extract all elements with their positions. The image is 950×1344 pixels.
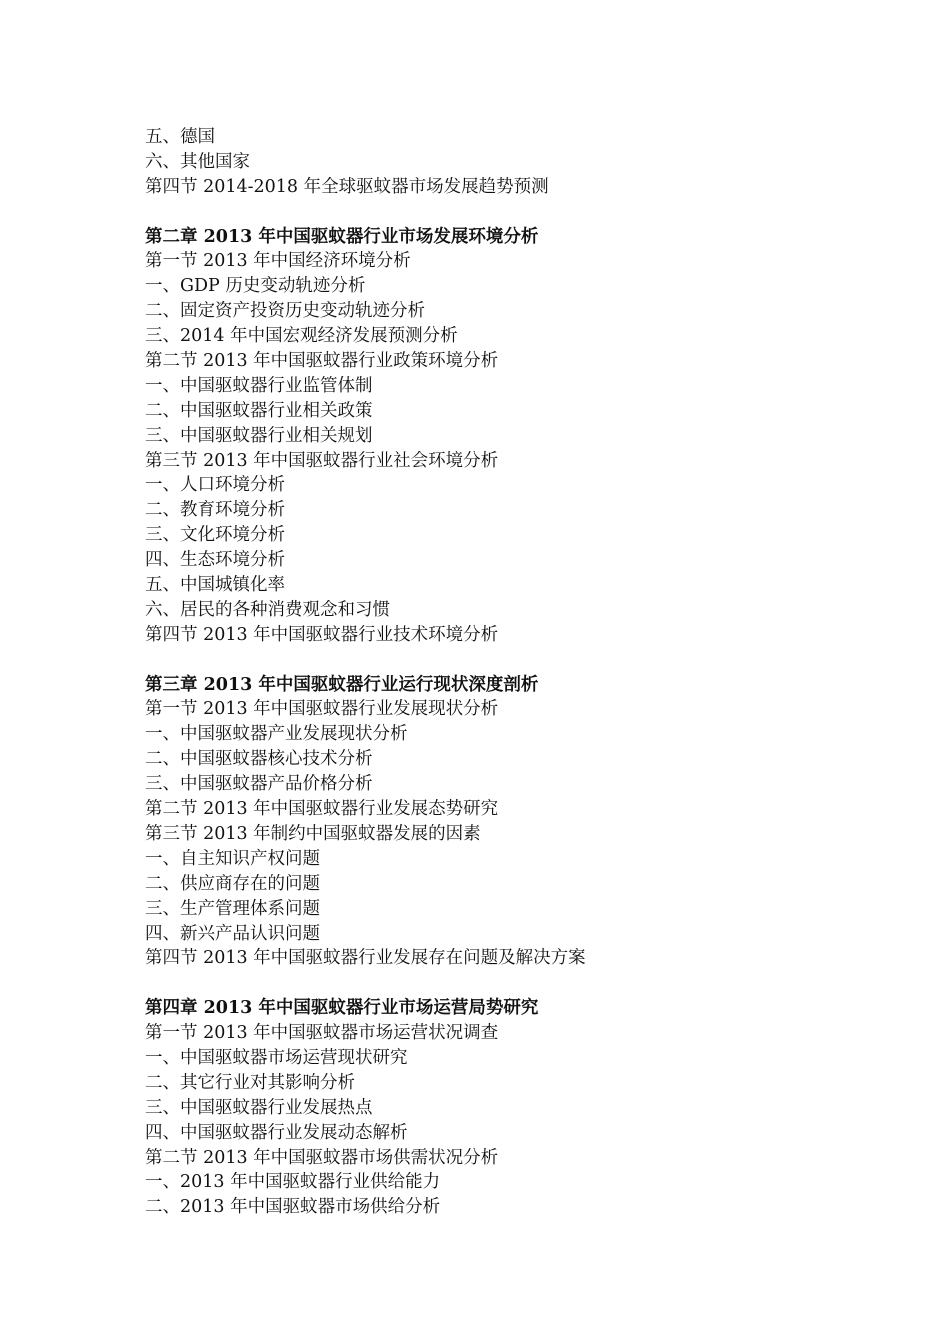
toc-section: 第一节 2013 年中国经济环境分析 <box>145 251 411 272</box>
toc-item: 五、德国 <box>145 127 215 147</box>
toc-section: 第二节 2013 年中国驱蚊器市场供需状况分析 <box>145 1147 499 1168</box>
toc-item: 二、其它行业对其影响分析 <box>145 1072 355 1093</box>
toc-item: 二、中国驱蚊器核心技术分析 <box>145 749 373 770</box>
toc-item: 三、中国驱蚊器行业发展热点 <box>145 1097 373 1118</box>
toc-item: 三、生产管理体系问题 <box>145 898 320 919</box>
toc-item: 四、生态环境分析 <box>145 550 285 571</box>
toc-section: 第四节 2013 年中国驱蚊器行业技术环境分析 <box>145 624 499 645</box>
toc-section: 第四节 2013 年中国驱蚊器行业发展存在问题及解决方案 <box>145 948 586 969</box>
chapter-heading: 第二章 2013 年中国驱蚊器行业市场发展环境分析 <box>145 226 539 247</box>
toc-section: 第一节 2013 年中国驱蚊器行业发展现状分析 <box>145 699 499 720</box>
toc-section: 第二节 2013 年中国驱蚊器行业发展态势研究 <box>145 799 499 820</box>
toc-item: 六、其他国家 <box>145 151 250 172</box>
toc-item: 三、文化环境分析 <box>145 525 285 546</box>
toc-item: 五、中国城镇化率 <box>145 575 285 596</box>
toc-item: 一、人口环境分析 <box>145 475 285 496</box>
toc-section: 第三节 2013 年制约中国驱蚊器发展的因素 <box>145 823 481 844</box>
toc-item: 二、中国驱蚊器行业相关政策 <box>145 400 373 421</box>
toc-section: 第二节 2013 年中国驱蚊器行业政策环境分析 <box>145 351 499 372</box>
toc-item: 六、居民的各种消费观念和习惯 <box>145 599 390 620</box>
toc-item: 一、自主知识产权问题 <box>145 848 320 869</box>
chapter-heading: 第四章 2013 年中国驱蚊器行业市场运营局势研究 <box>145 998 539 1019</box>
toc-item: 二、2013 年中国驱蚊器市场供给分析 <box>145 1197 441 1218</box>
toc-item: 一、GDP 历史变动轨迹分析 <box>145 276 366 297</box>
blank-line <box>145 200 845 225</box>
toc-item: 二、供应商存在的问题 <box>145 873 320 894</box>
toc-item: 四、中国驱蚊器行业发展动态解析 <box>145 1122 408 1143</box>
toc-item: 一、中国驱蚊器行业监管体制 <box>145 375 373 396</box>
toc-item: 一、中国驱蚊器市场运营现状研究 <box>145 1047 408 1068</box>
toc-item: 一、中国驱蚊器产业发展现状分析 <box>145 724 408 745</box>
toc-item: 三、中国驱蚊器产品价格分析 <box>145 774 373 795</box>
blank-line <box>145 648 845 673</box>
toc-item: 四、新兴产品认识问题 <box>145 923 320 944</box>
toc-section: 第一节 2013 年中国驱蚊器市场运营状况调查 <box>145 1023 499 1044</box>
chapter-heading: 第三章 2013 年中国驱蚊器行业运行现状深度剖析 <box>145 674 539 695</box>
toc-item: 三、2014 年中国宏观经济发展预测分析 <box>145 326 458 347</box>
toc-section: 第四节 2014-2018 年全球驱蚊器市场发展趋势预测 <box>145 176 549 197</box>
table-of-contents <box>145 125 845 1220</box>
toc-item: 三、中国驱蚊器行业相关规划 <box>145 425 373 446</box>
toc-item: 一、2013 年中国驱蚊器行业供给能力 <box>145 1172 441 1193</box>
toc-section: 第三节 2013 年中国驱蚊器行业社会环境分析 <box>145 450 499 471</box>
toc-item: 二、教育环境分析 <box>145 500 285 521</box>
toc-item: 二、固定资产投资历史变动轨迹分析 <box>145 301 425 322</box>
blank-line <box>145 971 845 996</box>
